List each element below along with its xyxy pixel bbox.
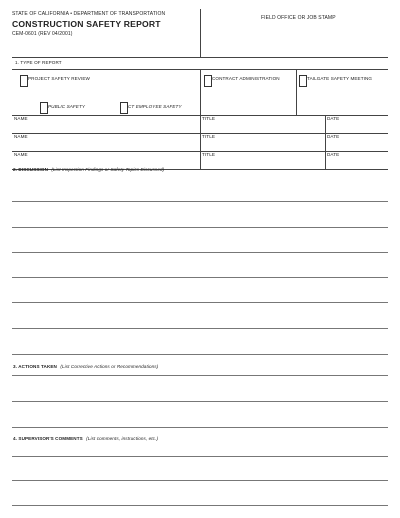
- name-label: NAME: [14, 116, 28, 121]
- title-label: TITLE: [202, 152, 216, 157]
- name-field[interactable]: [14, 122, 198, 132]
- actions-taken-heading: 3. ACTIONS TAKEN (List Corrective Actions or Recommendations): [13, 364, 159, 369]
- tailgate-safety-meeting-checkbox[interactable]: [299, 75, 307, 87]
- type-divider-1: [200, 69, 201, 115]
- date-field[interactable]: [327, 140, 386, 150]
- ct-employee-safety-label: CT EMPLOYEE SAFETY: [128, 104, 182, 109]
- field-office-stamp-area[interactable]: [201, 20, 388, 57]
- title-label: TITLE: [202, 134, 216, 139]
- contract-administration-checkbox[interactable]: [204, 75, 212, 87]
- signer-row: [12, 133, 388, 151]
- supervisor-comments-text-area[interactable]: [12, 444, 388, 506]
- agency-line: STATE OF CALIFORNIA • DEPARTMENT OF TRANSPORTATION: [12, 11, 166, 17]
- type-of-report-label: 1. TYPE OF REPORT: [15, 60, 62, 65]
- supervisor-comments-heading: 4. SUPERVISOR'S COMMENTS (List comments, instructions, etc.): [13, 436, 159, 441]
- actions-taken-text-area[interactable]: [12, 372, 388, 428]
- ct-employee-safety-checkbox[interactable]: [120, 102, 128, 114]
- date-label: DATE: [327, 134, 340, 139]
- date-label: DATE: [327, 116, 340, 121]
- tailgate-safety-meeting-label: TAILGATE SAFETY MEETING: [307, 76, 373, 81]
- date-field[interactable]: [327, 158, 386, 168]
- stamp-label: FIELD OFFICE OR JOB STAMP: [261, 15, 336, 21]
- project-safety-review-checkbox[interactable]: [20, 75, 28, 87]
- type-divider-2: [296, 69, 297, 115]
- signer-row: [12, 115, 388, 133]
- title-field[interactable]: [202, 140, 323, 150]
- discussion-heading: 2. DISCUSSION (List Inspection Findings or Safety Topics Discussed): [13, 167, 165, 172]
- name-label: NAME: [14, 134, 28, 139]
- title-label: TITLE: [202, 116, 216, 121]
- project-safety-review-label: PROJECT SAFETY REVIEW: [28, 76, 90, 81]
- form-title: CONSTRUCTION SAFETY REPORT: [12, 19, 161, 29]
- name-field[interactable]: [14, 140, 198, 150]
- section-1-top-border: [12, 57, 388, 58]
- form-id: CEM-0601 (REV 04/2001): [12, 31, 73, 37]
- public-safety-label: PUBLIC SAFETY: [48, 104, 86, 109]
- date-label: DATE: [327, 152, 340, 157]
- title-field[interactable]: [202, 122, 323, 132]
- title-field[interactable]: [202, 158, 323, 168]
- contract-administration-label: CONTRACT ADMINISTRATION: [212, 76, 280, 81]
- public-safety-checkbox[interactable]: [40, 102, 48, 114]
- name-label: NAME: [14, 152, 28, 157]
- signers-table: [12, 115, 388, 169]
- date-field[interactable]: [327, 122, 386, 132]
